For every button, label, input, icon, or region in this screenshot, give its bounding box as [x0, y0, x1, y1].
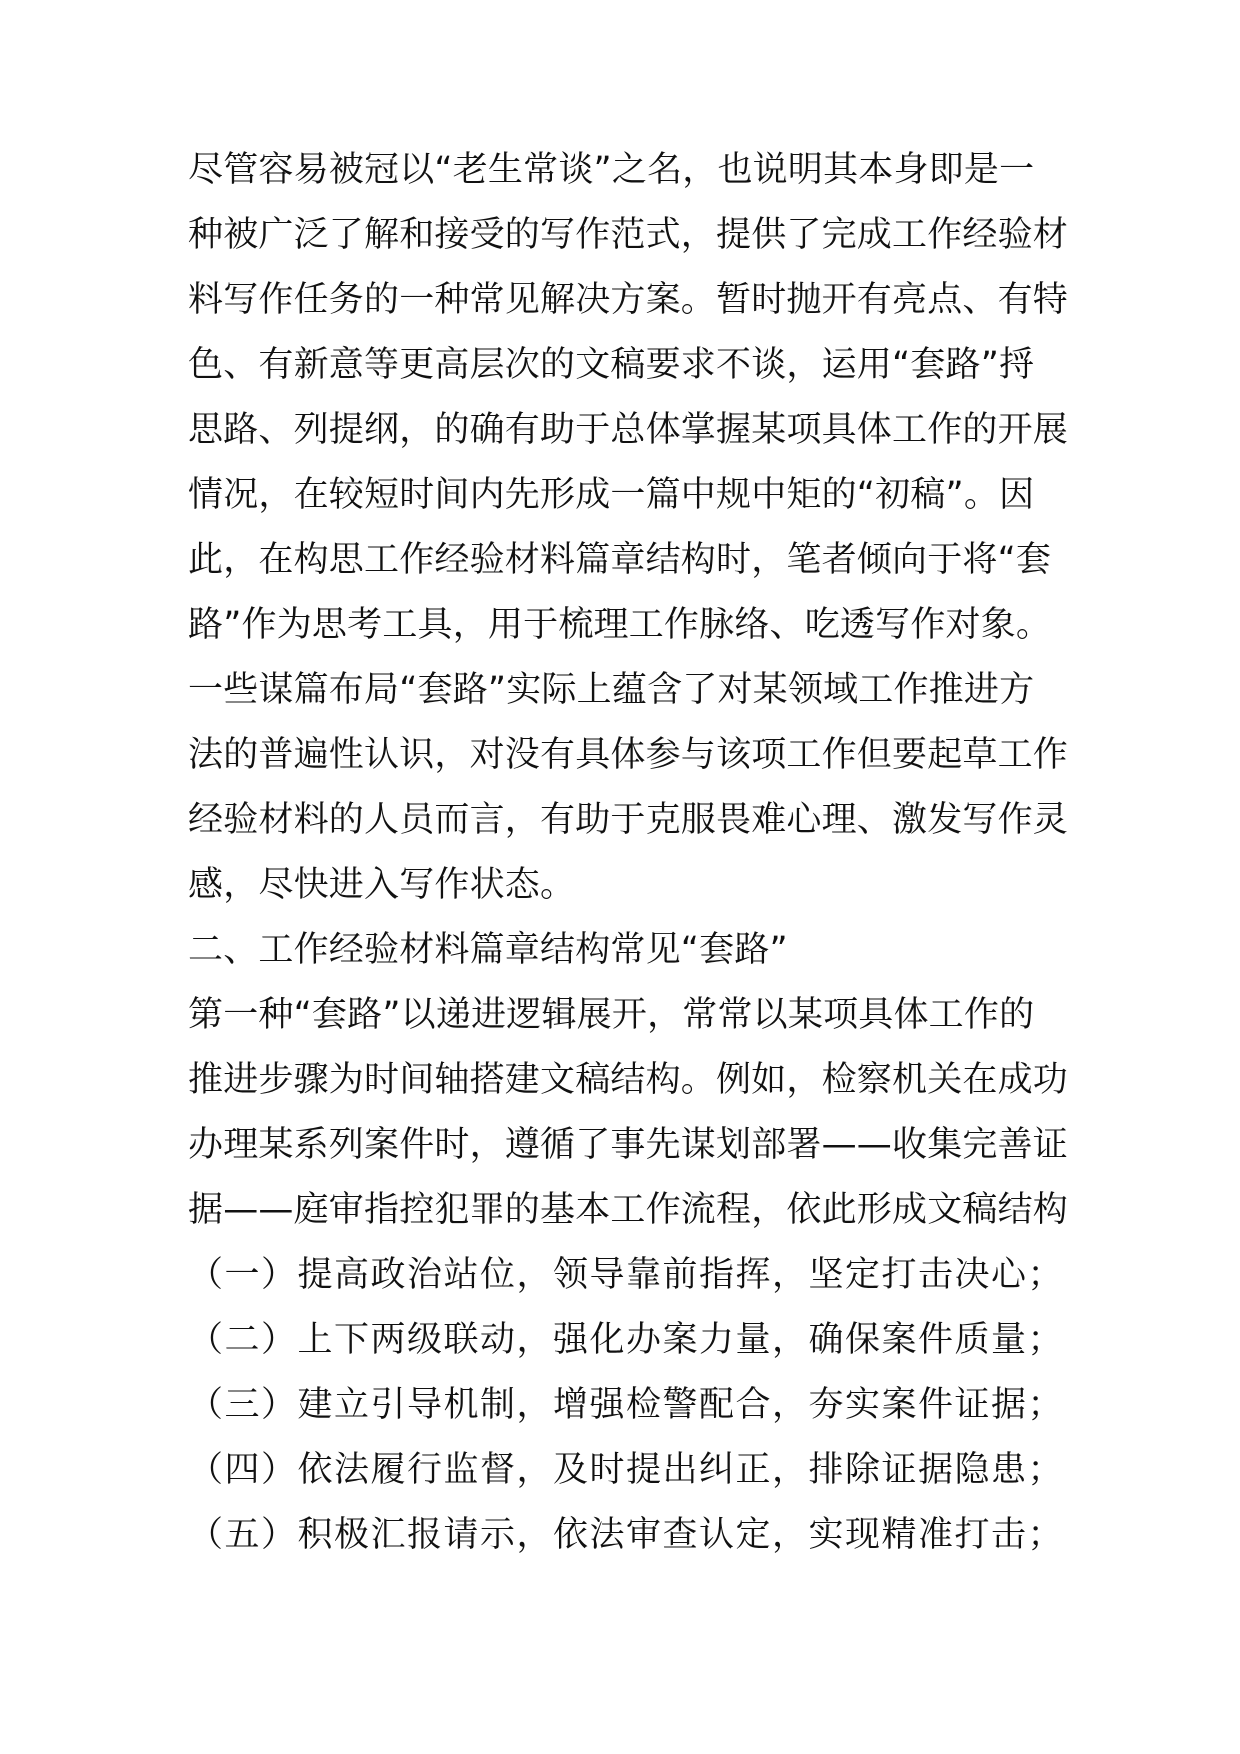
paragraph-line: 尽管容易被冠以“老生常谈”之名，也说明其本身即是一 [188, 150, 1035, 190]
list-item: （二）上下两级联动，强化办案力量，确保案件质量； [188, 1320, 1065, 1360]
paragraph-line: 据——庭审指控犯罪的基本工作流程，依此形成文稿结构 [188, 1190, 1069, 1230]
paragraph-line: 感，尽快进入写作状态。 [188, 865, 576, 905]
list-item: （五）积极汇报请示，依法审查认定，实现精准打击； [188, 1515, 1065, 1555]
paragraph-line: 法的普遍性认识，对没有具体参与该项工作但要起草工作 [188, 735, 1069, 775]
paragraph-2 [188, 983, 1069, 1243]
structure-list [188, 1243, 1065, 1568]
paragraph-line: 一些谋篇布局“套路”实际上蕴含了对某领域工作推进方 [188, 670, 1035, 710]
paragraph-line: 此，在构思工作经验材料篇章结构时，笔者倾向于将“套 [188, 540, 1052, 580]
paragraph-line: 经验材料的人员而言，有助于克服畏难心理、激发写作灵 [188, 800, 1069, 840]
list-item: （三）建立引导机制，增强检警配合，夯实案件证据； [188, 1385, 1065, 1425]
paragraph-line: 情况，在较短时间内先形成一篇中规中矩的“初稿”。因 [188, 475, 1035, 515]
paragraph-line: 料写作任务的一种常见解决方案。暂时抛开有亮点、有特 [188, 280, 1069, 320]
section-heading: 二、工作经验材料篇章结构常见“套路” [188, 930, 788, 970]
paragraph-line: 第一种“套路”以递进逻辑展开，常常以某项具体工作的 [188, 995, 1035, 1035]
paragraph-line: 办理某系列案件时，遵循了事先谋划部署——收集完善证 [188, 1125, 1069, 1165]
list-item: （四）依法履行监督，及时提出纠正，排除证据隐患； [188, 1450, 1065, 1490]
paragraph-line: 色、有新意等更高层次的文稿要求不谈，运用“套路”捋 [188, 345, 1035, 385]
paragraph-line: 推进步骤为时间轴搭建文稿结构。例如，检察机关在成功 [188, 1060, 1069, 1100]
paragraph-line: 路”作为思考工具，用于梳理工作脉络、吃透写作对象。 [188, 605, 1052, 645]
list-item: （一）提高政治站位，领导靠前指挥，坚定打击决心； [188, 1255, 1065, 1295]
paragraph-line: 思路、列提纲，的确有助于总体掌握某项具体工作的开展 [188, 410, 1069, 450]
document-page [188, 138, 1069, 1568]
paragraph-1 [188, 138, 1069, 918]
paragraph-line: 种被广泛了解和接受的写作范式，提供了完成工作经验材 [188, 215, 1069, 255]
